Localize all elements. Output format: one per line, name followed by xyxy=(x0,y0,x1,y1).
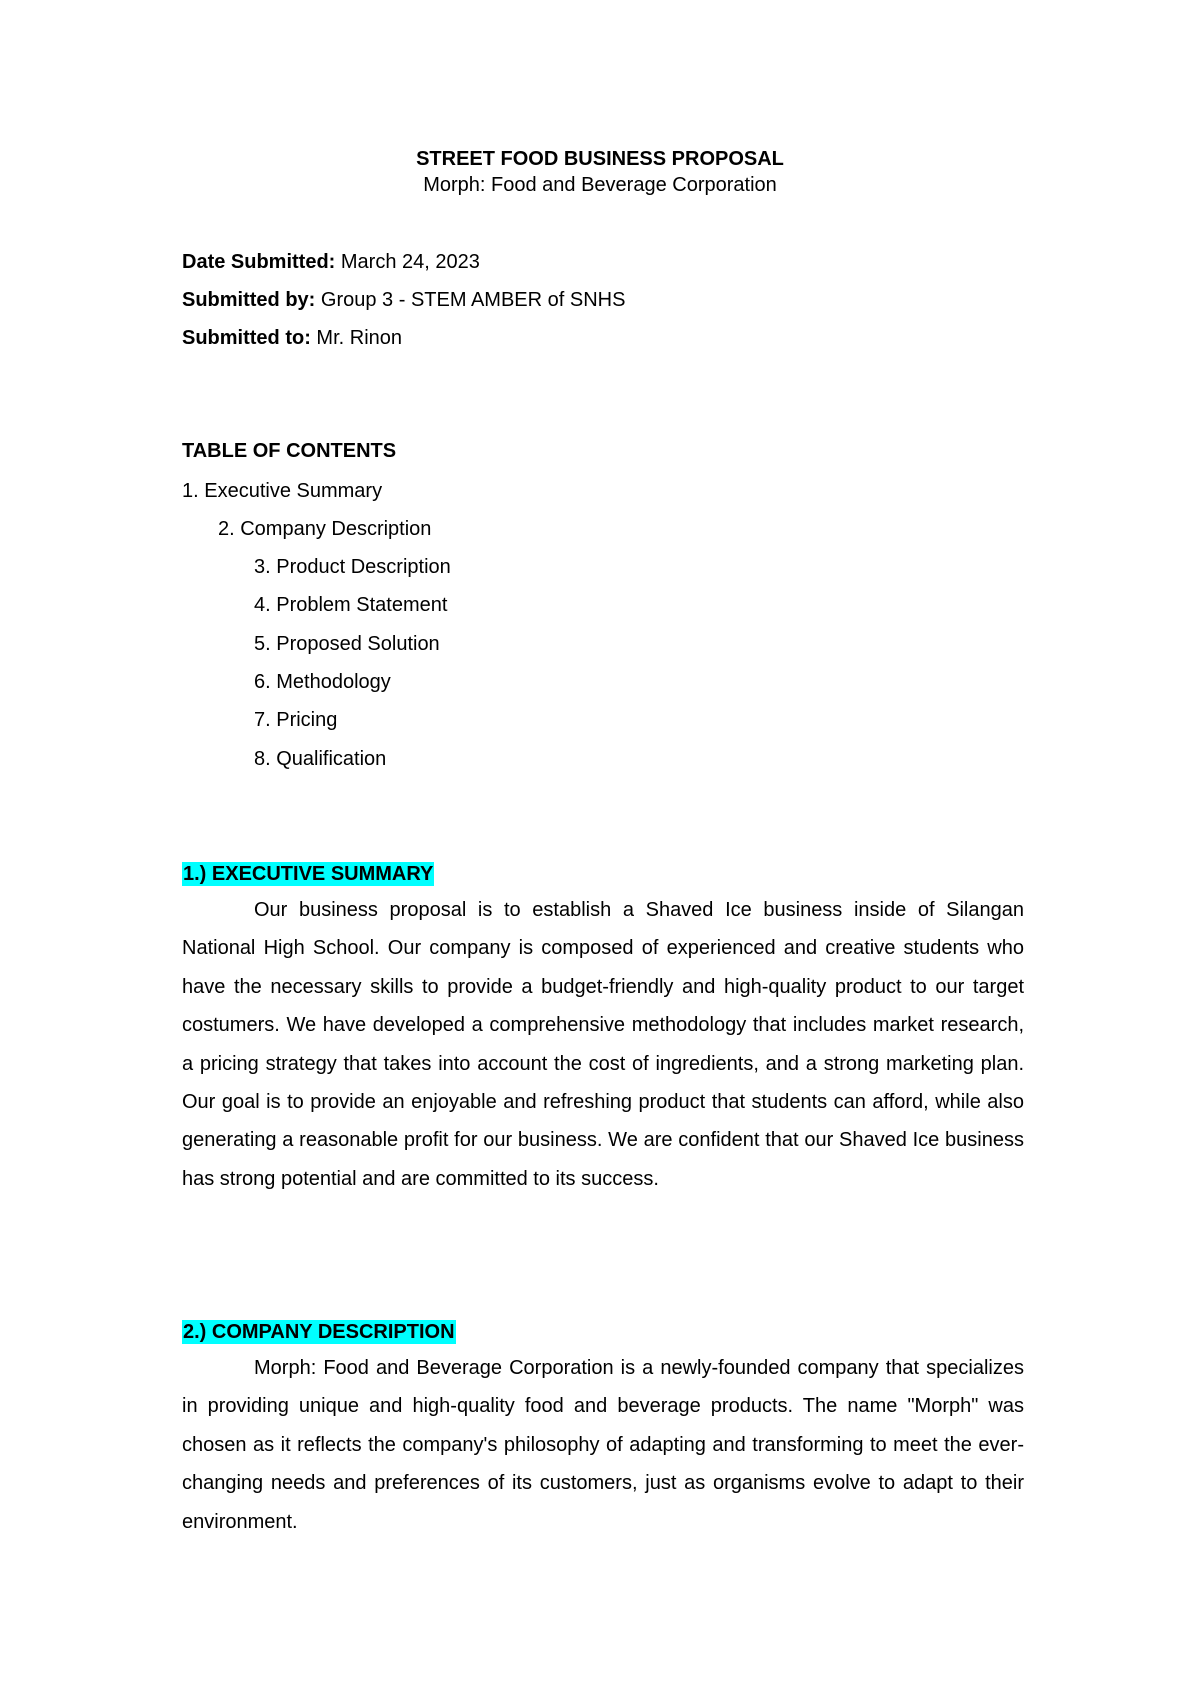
submitted-to-value: Mr. Rinon xyxy=(310,327,403,349)
toc-heading: TABLE OF CONTENTS xyxy=(182,440,397,462)
toc-item: 8. Qualification xyxy=(254,748,387,770)
date-submitted-line xyxy=(182,250,480,274)
toc-item: 5. Proposed Solution xyxy=(254,633,440,655)
toc-item: 1. Executive Summary xyxy=(182,480,383,502)
date-submitted-value: March 24, 2023 xyxy=(335,251,480,273)
toc-item: 2. Company Description xyxy=(218,518,432,540)
executive-summary-body: Our business proposal is to establish a Shaved Ice business inside of Silangan National High School. Our company is composed of experienced and creative students who have the necessary skills to provide a budget-friendly and high-quality product to our target costumers. We have developed a comprehensive methodology that includes market research, a pricing strategy that takes into account the cost of ingredients, and a strong marketing plan. Our goal is to provide an enjoyable and refreshing product that students can afford, while also generating a reasonable profit for our business. We are confident that our Shaved Ice business has strong potential and are committed to its success. xyxy=(182,899,1024,1190)
submitted-to-line xyxy=(182,326,402,350)
submitted-by-value: Group 3 - STEM AMBER of SNHS xyxy=(315,289,626,311)
toc-item: 7. Pricing xyxy=(254,709,338,731)
submitted-by-label: Submitted by: xyxy=(182,289,316,311)
toc-item: 6. Methodology xyxy=(254,671,391,693)
company-description-body: Morph: Food and Beverage Corporation is a newly-founded company that specializes in providing unique and high-quality food and beverage products. The name "Morph" was chosen as it reflects the company's philosophy of adapting and transforming to meet the ever-changing needs and preferences of its customers, just as organisms evolve to adapt to their environment. xyxy=(182,1357,1024,1533)
submitted-by-line xyxy=(182,288,625,312)
date-submitted-label: Date Submitted: xyxy=(182,251,336,273)
submitted-to-label: Submitted to: xyxy=(182,327,311,349)
document-subtitle: Morph: Food and Beverage Corporation xyxy=(423,174,777,196)
document-title: STREET FOOD BUSINESS PROPOSAL xyxy=(416,148,784,170)
toc-item: 3. Product Description xyxy=(254,556,451,578)
toc-item: 4. Problem Statement xyxy=(254,594,448,616)
executive-summary-heading: 1.) EXECUTIVE SUMMARY xyxy=(183,863,434,885)
company-description-heading: 2.) COMPANY DESCRIPTION xyxy=(183,1321,455,1343)
